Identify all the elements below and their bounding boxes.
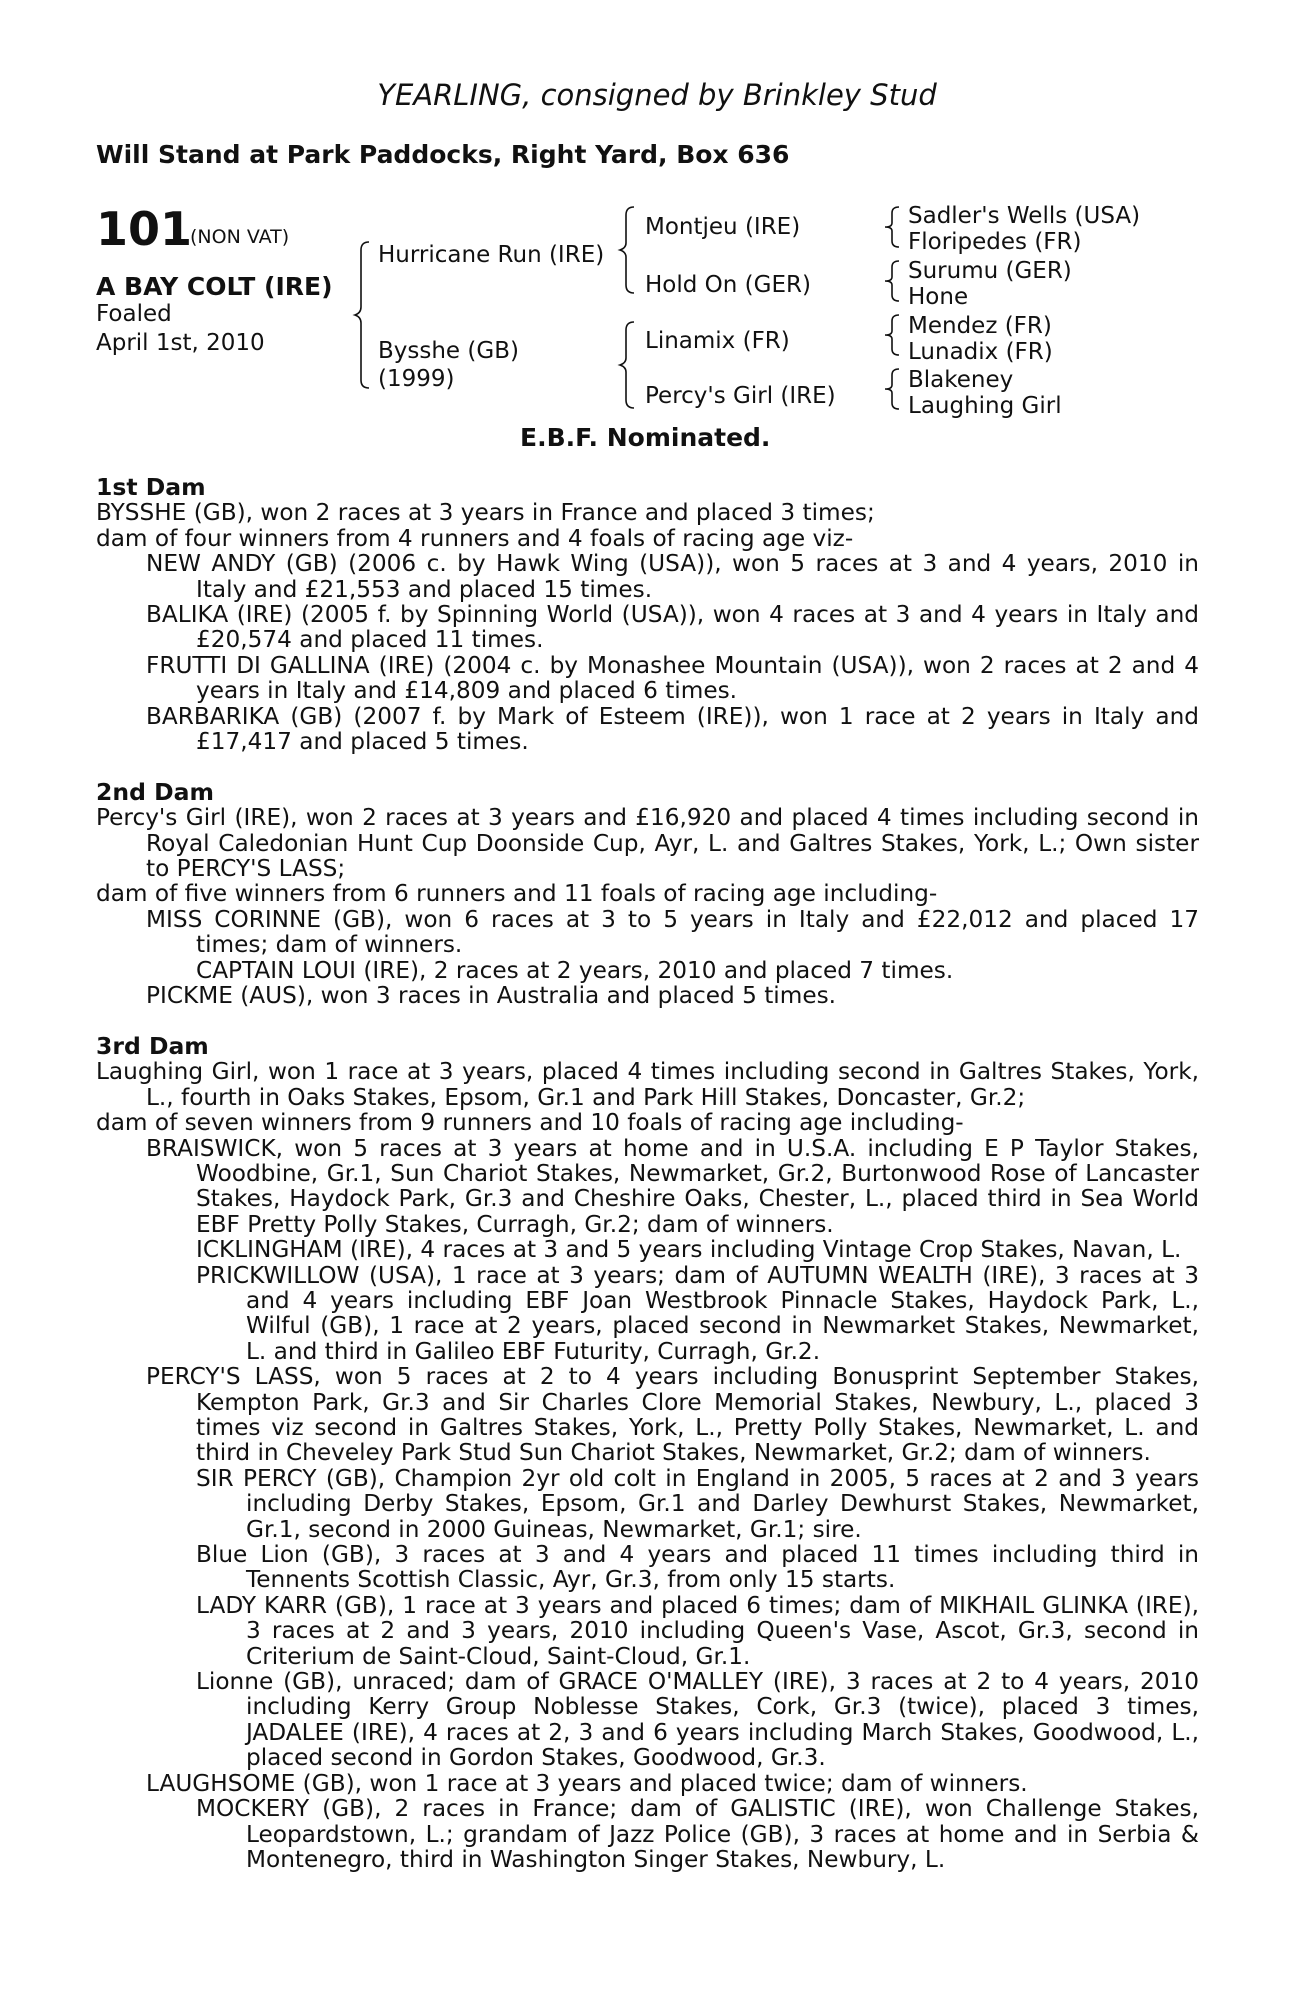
pedigree-bracket-g3 (885, 313, 903, 357)
produce-entry: PICKME (AUS), won 3 races in Australia and placed 5 times. (146, 982, 837, 1010)
stand-location: Will Stand at Park Paddocks, Right Yard, Box 636 (96, 140, 790, 169)
pedigree-dam-sire: Linamix (FR) (645, 328, 790, 354)
pedigree-sire-sire: Montjeu (IRE) (645, 214, 801, 240)
produce-entry: BARBARIKA (GB) (2007 f. by Mark of Esteem (IRE)), won 1 race at 2 years in Italy and £17,417 and placed 5 times. (146, 702, 1199, 756)
third-dam-record: Laughing Girl, won 1 race at 3 years, placed 4 times including second in Galtres Stakes, York, L., fourth in Oaks Stakes, Epsom, Gr.1 and Park Hill Stakes, Doncaster, Gr.2; (96, 1058, 1199, 1111)
pedigree-gen3-2: Floripedes (FR) (908, 229, 1082, 255)
produce-entry: NEW ANDY (GB) (2006 c. by Hawk Wing (USA)), won 5 races at 3 and 4 years, 2010 in Italy and £21,553 and placed 15 times. (146, 550, 1199, 603)
pedigree-gen3-3: Surumu (GER) (908, 258, 1072, 284)
first-dam-produce-summary: dam of four winners from 4 runners and 4 foals of racing age viz- (96, 524, 854, 552)
pedigree-gen3-4: Hone (908, 284, 969, 310)
pedigree-bracket-sire (620, 205, 640, 295)
produce-entry: BRAISWICK, won 5 races at 3 years at home and in U.S.A. including E P Taylor Stakes, Woodbine, Gr.1, Sun Chariot Stakes, Newmarket, Gr.2, Burtonwood Rose of Lancaster Stakes, Haydock Park, Gr.3 and Cheshire Oaks, Chester, L., placed third in Sea World EBF Pretty Polly Stakes, Curragh, Gr.2; dam of winners. (146, 1134, 1199, 1238)
foaled-date: April 1st, 2010 (96, 330, 265, 356)
pedigree-bracket-g2 (885, 259, 903, 303)
produce-entry: Blue Lion (GB), 3 races at 3 and 4 years and placed 11 times including third in Tennents Scottish Classic, Ayr, Gr.3, from only 15 starts. (196, 1541, 1199, 1594)
produce-entry: PRICKWILLOW (USA), 1 race at 3 years; dam of AUTUMN WEALTH (IRE), 3 races at 3 and 4 years including EBF Joan Westbrook Pinnacle Stakes, Haydock Park, L., Wilful (GB), 1 race at 2 years, placed second in Newmarket Stakes, Newmarket, L. and third in Galileo EBF Futurity, Curragh, Gr.2. (196, 1261, 1199, 1365)
vat-status: (NON VAT) (190, 226, 290, 248)
produce-entry: LADY KARR (GB), 1 race at 3 years and placed 6 times; dam of MIKHAIL GLINKA (IRE), 3 races at 2 and 3 years, 2010 including Queen's Vase, Ascot, Gr.3, second in Criterium de Saint-Cloud, Saint-Cloud, Gr.1. (196, 1591, 1199, 1670)
ebf-nomination: E.B.F. Nominated. (520, 423, 771, 452)
pedigree-dam: Bysshe (GB) (378, 338, 519, 364)
produce-entry: LAUGHSOME (GB), won 1 race at 3 years and placed twice; dam of winners. (146, 1769, 1028, 1797)
foaled-info (96, 300, 265, 358)
third-dam-produce-summary: dam of seven winners from 9 runners and 10 foals of racing age including- (96, 1109, 964, 1137)
produce-entry: MOCKERY (GB), 2 races in France; dam of GALISTIC (IRE), won Challenge Stakes, Leopardstown, L.; grandam of Jazz Police (GB), 3 races at home and in Serbia & Montenegro, third in Washington Singer Stakes, Newbury, L. (196, 1795, 1199, 1873)
pedigree-bracket-g1 (885, 205, 903, 249)
pedigree-sire: Hurricane Run (IRE) (378, 242, 605, 268)
foaled-label: Foaled (96, 301, 172, 327)
produce-entry: Lionne (GB), unraced; dam of GRACE O'MALLEY (IRE), 3 races at 2 to 4 years, 2010 including Kerry Group Noblesse Stakes, Cork, Gr.3 (twice), placed 3 times, JADALEE (IRE), 4 races at 2, 3 and 6 years including March Stakes, Goodwood, L., placed second in Gordon Stakes, Goodwood, Gr.3. (196, 1668, 1199, 1772)
second-dam-record: Percy's Girl (IRE), won 2 races at 3 years and £16,920 and placed 4 times including second in Royal Caledonian Hunt Cup Doonside Cup, Ayr, L. and Galtres Stakes, York, L.; Own sister to PERCY'S LASS; (96, 804, 1199, 883)
pedigree-bracket-g4 (885, 367, 903, 411)
pedigree-gen3-1: Sadler's Wells (USA) (908, 203, 1141, 229)
produce-entry: CAPTAIN LOUI (IRE), 2 races at 2 years, 2010 and placed 7 times. (196, 956, 954, 984)
lot-name: A BAY COLT (IRE) (96, 272, 333, 301)
pedigree-bracket-dam (620, 320, 640, 410)
lot-number: 101 (96, 202, 193, 256)
produce-entry: BALIKA (IRE) (2005 f. by Spinning World (USA)), won 4 races at 3 and 4 years in Italy and £20,574 and placed 11 times. (146, 601, 1199, 654)
pedigree-gen3-5: Mendez (FR) (908, 313, 1052, 339)
produce-entry: MISS CORINNE (GB), won 6 races at 3 to 5 years in Italy and £22,012 and placed 17 times; dam of winners. (146, 905, 1199, 959)
produce-entry: PERCY'S LASS, won 5 races at 2 to 4 years including Bonusprint September Stakes, Kempton Park, Gr.3 and Sir Charles Clore Memorial Stakes, Newbury, L., placed 3 times viz second in Galtres Stakes, York, L., Pretty Polly Stakes, Newmarket, L. and third in Cheveley Park Stud Sun Chariot Stakes, Newmarket, Gr.2; dam of winners. (146, 1363, 1199, 1467)
first-dam-heading: 1st Dam (96, 473, 206, 501)
catalogue-header: YEARLING, consigned by Brinkley Stud (377, 78, 937, 112)
pedigree-gen3-8: Laughing Girl (908, 393, 1062, 419)
second-dam-produce-summary: dam of five winners from 6 runners and 11 foals of racing age including- (96, 880, 938, 908)
pedigree-dam-dam: Percy's Girl (IRE) (645, 383, 836, 409)
pedigree-gen3-6: Lunadix (FR) (908, 339, 1053, 365)
produce-entry: ICKLINGHAM (IRE), 4 races at 3 and 5 years including Vintage Crop Stakes, Navan, L. (196, 1236, 1182, 1264)
pedigree-sire-dam: Hold On (GER) (645, 272, 811, 298)
pedigree-gen3-7: Blakeney (908, 367, 1014, 393)
first-dam-record: BYSSHE (GB), won 2 races at 3 years in France and placed 3 times; (96, 499, 875, 527)
pedigree-dam-year: (1999) (378, 366, 455, 392)
third-dam-heading: 3rd Dam (96, 1031, 209, 1060)
produce-entry: FRUTTI DI GALLINA (IRE) (2004 c. by Monashee Mountain (USA)), won 2 races at 2 and 4 years in Italy and £14,809 and placed 6 times. (146, 651, 1199, 705)
pedigree-bracket-main (355, 240, 375, 390)
produce-entry: SIR PERCY (GB), Champion 2yr old colt in England in 2005, 5 races at 2 and 3 years including Derby Stakes, Epsom, Gr.1 and Darley Dewhurst Stakes, Newmarket, Gr.1, second in 2000 Guineas, Newmarket, Gr.1; sire. (196, 1464, 1199, 1543)
catalogue-body (96, 475, 1199, 1872)
second-dam-heading: 2nd Dam (96, 777, 214, 806)
